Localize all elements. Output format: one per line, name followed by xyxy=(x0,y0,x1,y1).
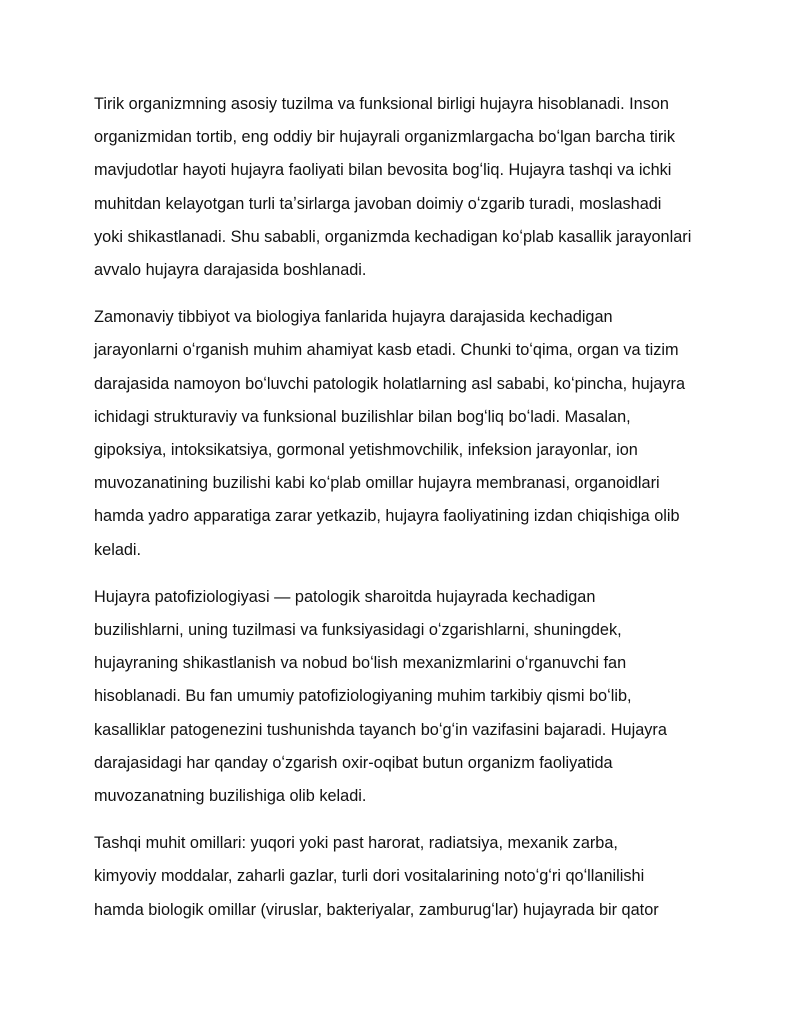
text-line: Zamonaviy tibbiyot va biologiya fanlarida hujayra darajasida kechadigan xyxy=(94,308,613,327)
text-line: ichidagi strukturaviy va funksional buzilishlar bilan bogʻliq boʻladi. Masalan, xyxy=(94,407,631,426)
text-line: Tashqi muhit omillari: yuqori yoki past harorat, radiatsiya, mexanik zarba, xyxy=(94,834,618,853)
text-line: muvozanatining buzilishi kabi koʻplab omillar hujayra membranasi, organoidlari xyxy=(94,474,660,493)
text-line: hamda yadro apparatiga zarar yetkazib, hujayra faoliyatining izdan chiqishiga olib xyxy=(94,507,680,526)
text-line: kasalliklar patogenezini tushunishda tayanch boʻgʻin vazifasini bajaradi. Hujayra xyxy=(94,720,667,739)
text-line: darajasidagi har qanday oʻzgarish oxir-oqibat butun organizm faoliyatida xyxy=(94,753,613,772)
text-line: gipoksiya, intoksikatsiya, gormonal yetishmovchilik, infeksion jarayonlar, ion xyxy=(94,441,638,460)
document-body xyxy=(94,88,714,941)
text-line: muvozanatning buzilishiga olib keladi. xyxy=(94,787,367,806)
text-line: Hujayra patofiziologiyasi — patologik sharoitda hujayrada kechadigan xyxy=(94,587,596,606)
text-line: darajasida namoyon boʻluvchi patologik holatlarning asl sababi, koʻpincha, hujayra xyxy=(94,374,686,393)
text-line: Tirik organizmning asosiy tuzilma va funksional birligi hujayra hisoblanadi. Inson xyxy=(94,95,669,113)
text-line: hisoblanadi. Bu fan umumiy patofiziologiyaning muhim tarkibiy qismi boʻlib, xyxy=(94,687,632,706)
paragraph-intro xyxy=(94,88,714,287)
text-line: muhitdan kelayotgan turli taʼsirlarga javoban doimiy oʻzgarib turadi, moslashadi xyxy=(94,194,662,213)
text-line: yoki shikastlanadi. Shu sababli, organizmda kechadigan koʻplab kasallik jarayonlari xyxy=(94,227,692,246)
text-line: organizmidan tortib, eng oddiy bir hujayrali organizmlargacha boʻlgan barcha tirik xyxy=(94,128,676,147)
paragraph-modern-medicine xyxy=(94,301,714,567)
text-line: hujayraning shikastlanish va nobud boʻlish mexanizmlarini oʻrganuvchi fan xyxy=(94,654,627,673)
text-line: keladi. xyxy=(94,540,142,559)
paragraph-cell-pathophysiology xyxy=(94,581,714,813)
text-line: buzilishlarni, uning tuzilmasi va funksiyasidagi oʻzgarishlarni, shuningdek, xyxy=(94,621,622,640)
paragraph-external-factors xyxy=(94,827,714,927)
text-line: avvalo hujayra darajasida boshlanadi. xyxy=(94,261,367,280)
text-line: mavjudotlar hayoti hujayra faoliyati bilan bevosita bogʻliq. Hujayra tashqi va ichki xyxy=(94,161,672,180)
text-line: jarayonlarni oʻrganish muhim ahamiyat kasb etadi. Chunki toʻqima, organ va tizim xyxy=(94,341,679,360)
text-line: kimyoviy moddalar, zaharli gazlar, turli dori vositalarining notoʻgʻri qoʻllanilishi xyxy=(94,867,645,886)
text-line: hamda biologik omillar (viruslar, bakteriyalar, zamburugʻlar) hujayrada bir qator xyxy=(94,900,659,919)
